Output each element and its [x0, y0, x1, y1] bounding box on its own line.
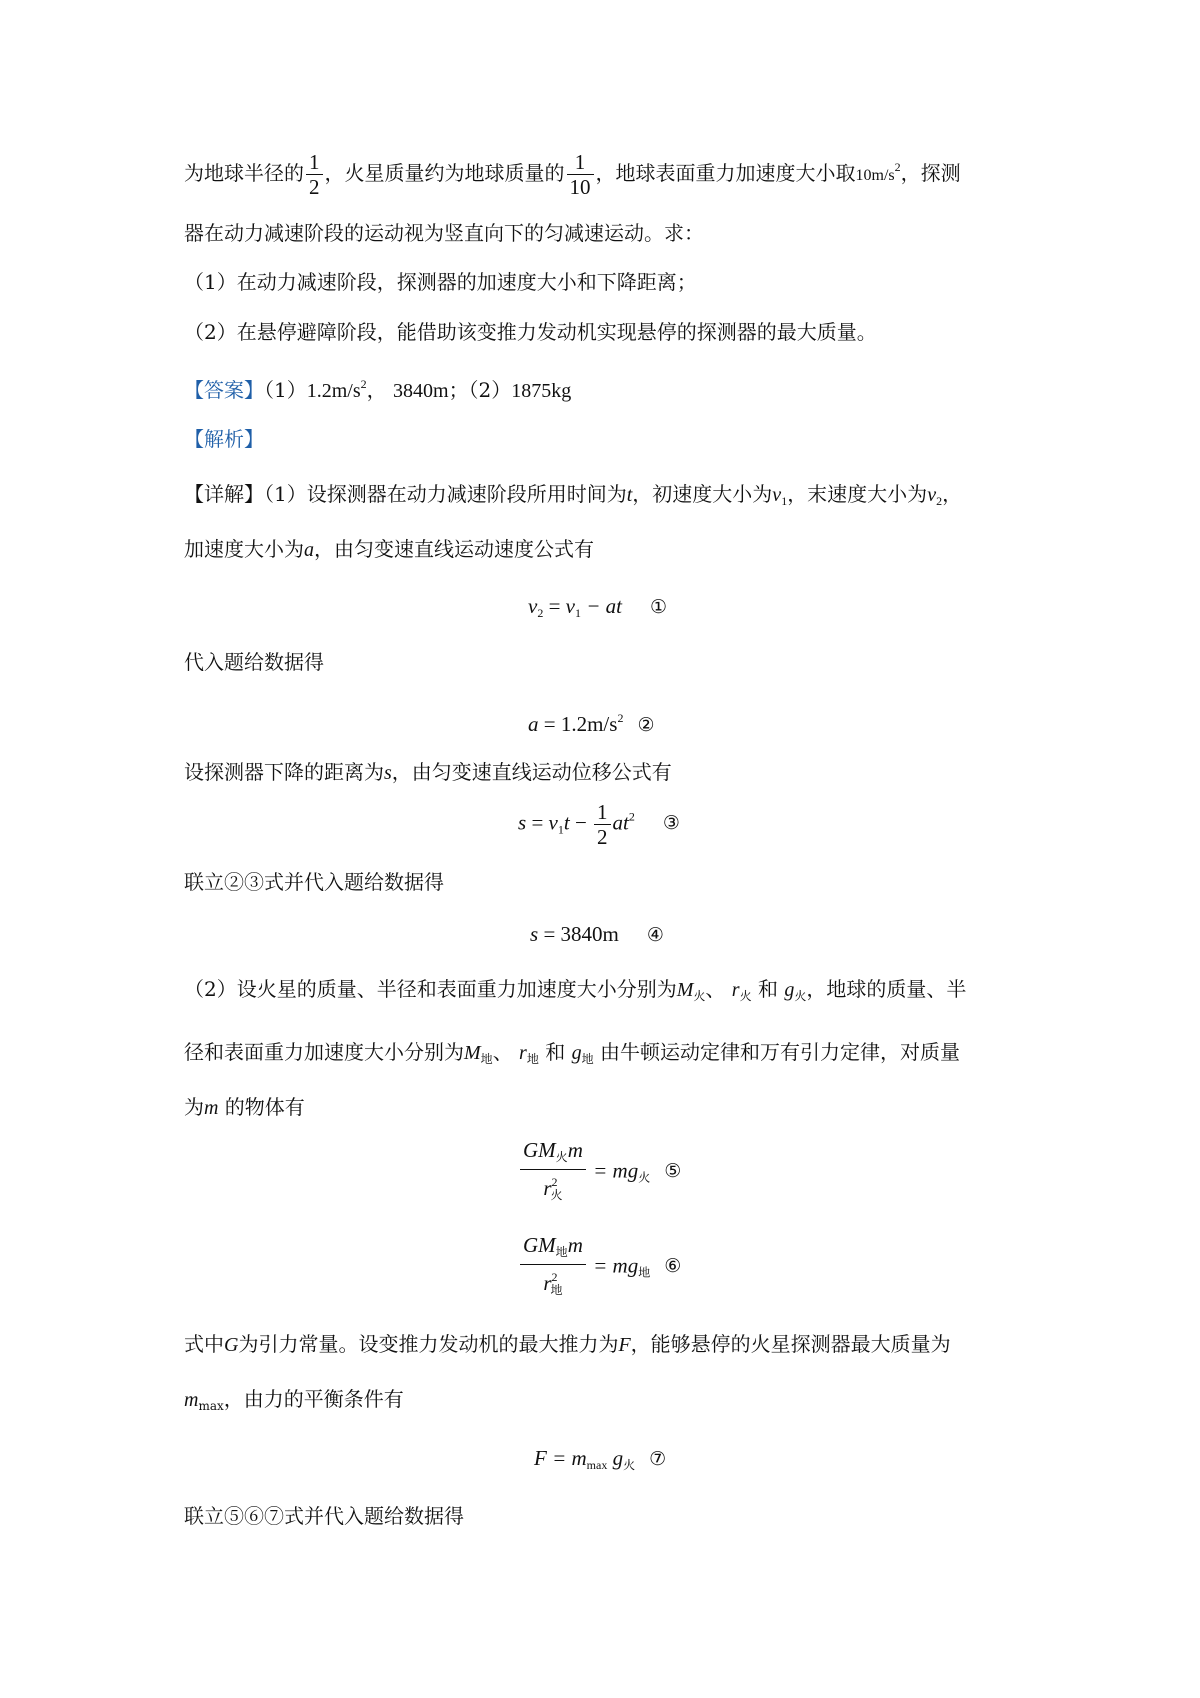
answer-acceleration: $1.2m/s^2$: [306, 377, 367, 402]
part2-line-2: 径和表面重力加速度大小分别为$M_地$、 $r_地$ 和 $g_地$ 由牛顿运动定律和万有引力定律，对质量: [184, 1040, 960, 1066]
text: ，地球表面重力加速度大小取: [595, 161, 856, 185]
equation-number: ⑦: [649, 1448, 667, 1470]
part2-line-1: （2）设火星的质量、半径和表面重力加速度大小分别为$M_火$、 $r_火$ 和 $g_火$，地球的质量、半: [184, 977, 967, 1003]
intro-line-1: [184, 150, 961, 199]
text-substitute-2: 联立②③式并代入题给数据得: [184, 870, 444, 894]
text: 为地球半径的: [184, 161, 304, 185]
analysis-tag: 【解析】: [184, 427, 264, 451]
text: ，火星质量约为地球质量的: [324, 161, 565, 185]
equation-number: ④: [646, 924, 664, 946]
equation-6: $\frac{GM_地m}{r^2_地}$ = $mg_地$ ⑥: [518, 1233, 681, 1302]
intro-line-2: 器在动力减速阶段的运动视为竖直向下的匀减速运动。求：: [184, 221, 704, 245]
text-distance: 设探测器下降的距离为s，由匀变速直线运动位移公式有: [184, 760, 672, 784]
equation-2: $a = 1.2m/s^2$ ②: [528, 711, 655, 736]
equation-number: ②: [637, 714, 655, 736]
equation-number: ⑤: [664, 1160, 682, 1183]
text: ，探测: [900, 161, 961, 185]
equation-4: s = 3840m ④: [530, 922, 664, 946]
answer-line: 【答案】$(1)1.2m/s^2$， 3840m；（2）1875kg: [184, 377, 572, 402]
answer-mass: 1875kg: [511, 380, 572, 402]
text-force-1: 式中G为引力常量。设变推力发动机的最大推力为F，能够悬停的火星探测器最大质量为: [184, 1332, 951, 1356]
equation-5: $\frac{GM_火m}{r^2_火}$ = $mg_火$ ⑤: [518, 1138, 681, 1207]
gravity-fraction: $\frac{GM_火m}{r^2_火}$: [520, 1138, 586, 1207]
detail-line-2: 加速度大小为a，由匀变速直线运动速度公式有: [184, 537, 594, 561]
gravity-fraction: $\frac{GM_地m}{r^2_地}$: [520, 1233, 586, 1302]
fraction-half: $\frac{1}{2}$: [594, 800, 611, 849]
text-substitute-3: 联立⑤⑥⑦式并代入题给数据得: [184, 1504, 464, 1528]
equation-number: ①: [650, 596, 668, 618]
equation-7: $F = m_{max}$ $g_火$ ⑦: [534, 1446, 667, 1472]
text-substitute-1: 代入题给数据得: [184, 650, 324, 674]
equation-3: $s = v_1t$ − $\frac{1}{2}$ $at^2$ ③: [518, 800, 680, 849]
detail-tag: 【详解】: [184, 482, 264, 506]
answer-tag: 【答案】: [184, 378, 264, 402]
detail-line-1: 【详解】（1）设探测器在动力减速阶段所用时间为t，初速度大小为$v_1$，末速度大小为$v_2$，: [184, 482, 963, 508]
text-force-2: $m_{max}$，由力的平衡条件有: [184, 1387, 404, 1413]
fraction-tenth: $\frac{1}{10}$: [567, 150, 594, 199]
fraction-half: $\frac{1}{2}$: [306, 150, 323, 199]
question-2: （2）在悬停避障阶段，能借助该变推力发动机实现悬停的探测器的最大质量。: [184, 320, 877, 344]
equation-number: ⑥: [664, 1255, 682, 1278]
answer-distance: 3840m: [393, 380, 449, 402]
gravity-value: $10m/s^2$: [855, 160, 901, 184]
part2-line-3: 为m 的物体有: [184, 1095, 305, 1119]
equation-1: $v_2 = v_1$ − at ①: [528, 594, 668, 620]
question-1: （1）在动力减速阶段，探测器的加速度大小和下降距离；: [184, 270, 697, 294]
equation-number: ③: [662, 812, 680, 835]
